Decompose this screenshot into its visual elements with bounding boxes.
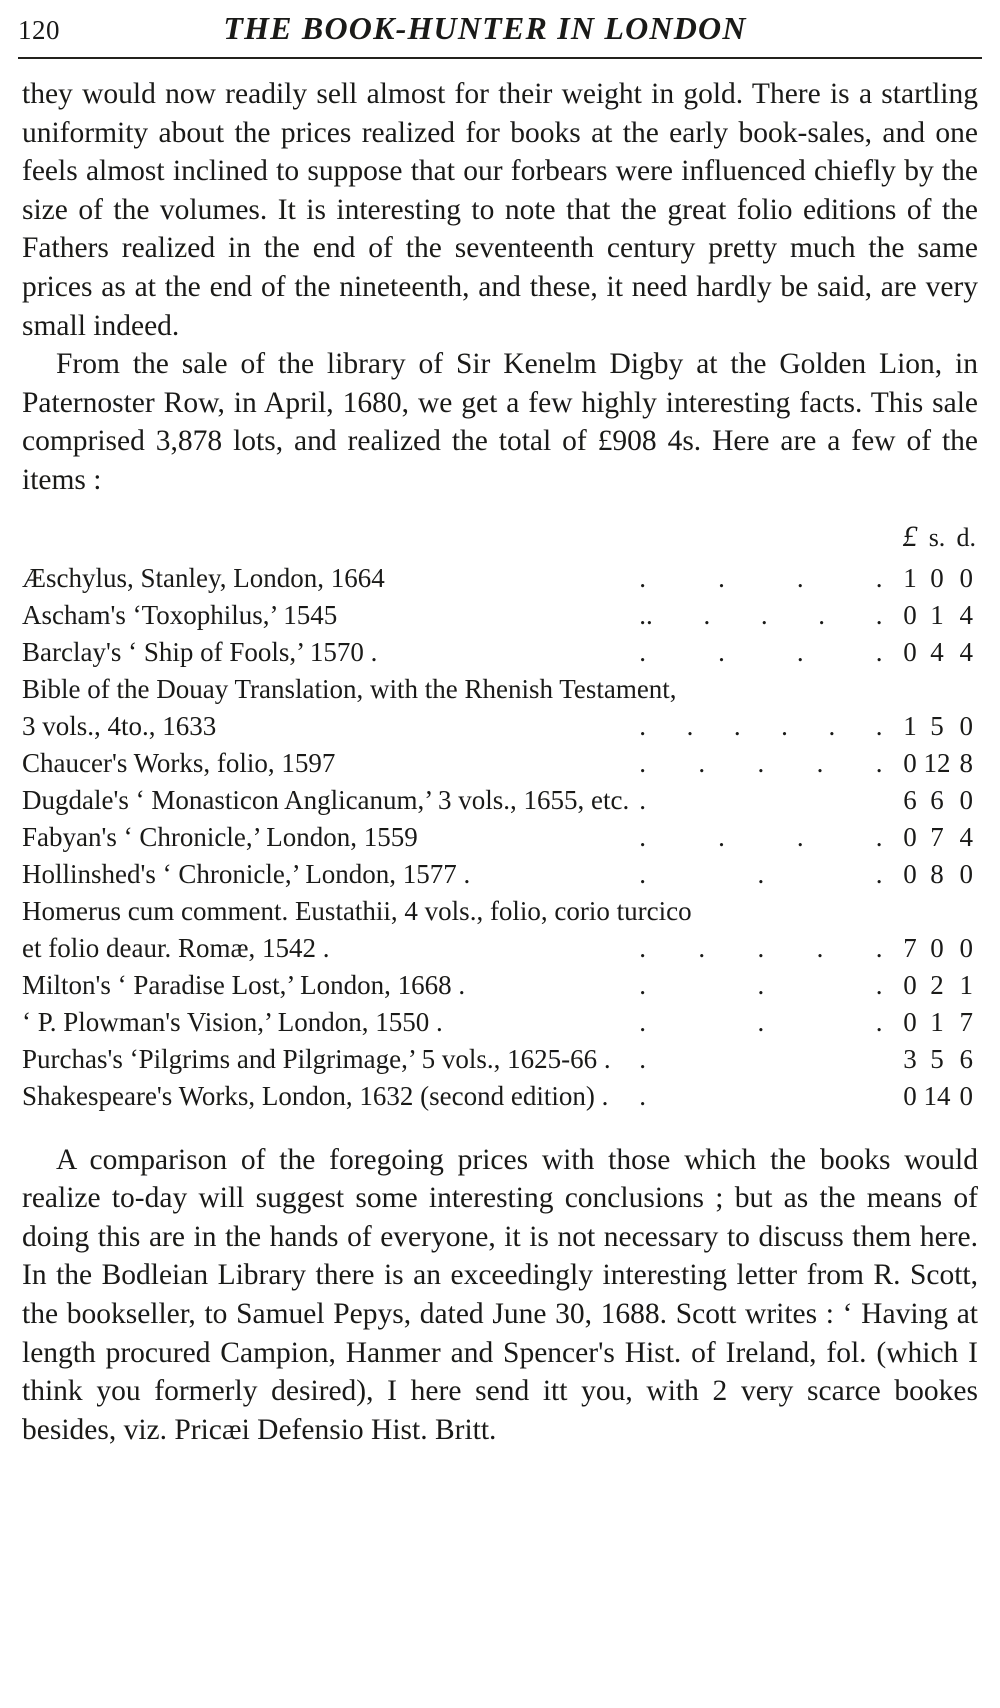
table-header-row — [22, 518, 978, 560]
entry-title: Dugdale's ‘ Monasticon Anglicanum,’ 3 vols., 1655, etc. — [22, 784, 630, 815]
page-body — [0, 59, 1000, 1449]
entry-shillings: 6 — [930, 784, 944, 815]
entry-title: Chaucer's Works, folio, 1597 — [22, 747, 336, 778]
entry-title: Ascham's ‘Toxophilus,’ 1545 — [22, 599, 338, 630]
entry-pounds: 3 — [903, 1043, 917, 1074]
leader-dots: . . . . . — [639, 932, 883, 963]
entry-shillings: 5 — [930, 710, 944, 741]
entry-title: Fabyan's ‘ Chronicle,’ London, 1559 — [22, 821, 418, 852]
leader-dots: . . . . . . — [639, 710, 883, 741]
entry-pounds: 0 — [903, 858, 917, 889]
entry-pence: 0 — [959, 784, 973, 815]
entry-title: Hollinshed's ‘ Chronicle,’ London, 1577 . — [22, 858, 471, 889]
table-row-continuation — [22, 930, 978, 967]
table-row — [22, 1004, 978, 1041]
entry-title: Milton's ‘ Paradise Lost,’ London, 1668 . — [22, 969, 466, 1000]
entry-shillings: 2 — [930, 969, 944, 1000]
leader-dots: . . . — [639, 969, 883, 1000]
table-row — [22, 1041, 978, 1078]
header-spacer — [22, 518, 629, 560]
entry-shillings: 0 — [930, 562, 944, 593]
header-leader — [629, 518, 896, 560]
entry-pence: 0 — [959, 858, 973, 889]
table-row — [22, 634, 978, 671]
paragraph-digby-sale: From the sale of the library of Sir Kenelm Digby at the Golden Lion, in Paternoster Row, in April, 1680, we get a few highly interesting facts. This sale comprised 3,878 lots, and realized the total of £908 4s. Here are a few of the items : — [22, 348, 978, 496]
column-header-pence: d. — [956, 522, 976, 552]
leader-dots: . . . . — [639, 821, 883, 852]
table-row — [22, 893, 978, 930]
table-row-continuation — [22, 708, 978, 745]
table-row — [22, 967, 978, 1004]
table-row — [22, 782, 978, 819]
price-list-table — [22, 518, 978, 1115]
entry-title: Homerus cum comment. Eustathii, 4 vols., folio, corio turcico — [22, 895, 692, 926]
paragraph-continued: they would now readily sell almost for their weight in gold. There is a startling uniformity about the prices realized for books at the early book-sales, and one feels almost inclined to suppose that our forbears were influenced chiefly by the size of the volumes. It is interesting to note that the great folio editions of the Fathers realized in the end of the seventeenth century pretty much the same prices as at the end of the nineteenth, and these, it need hardly be said, are very small indeed. — [22, 78, 978, 342]
table-row — [22, 560, 978, 597]
entry-pounds: 7 — [903, 932, 917, 963]
entry-pounds: 0 — [903, 1080, 917, 1111]
entry-pounds: 0 — [903, 821, 917, 852]
entry-pence: 8 — [959, 747, 973, 778]
table-row — [22, 671, 978, 708]
entry-pounds: 6 — [903, 784, 917, 815]
page-number: 120 — [18, 15, 60, 45]
leader-dots: . . . . . — [639, 747, 883, 778]
entry-title-continuation: et folio deaur. Romæ, 1542 . — [22, 932, 330, 963]
paragraph-closing: A comparison of the foregoing prices with those which the books would realize to-day will suggest some interesting conclusions ; but as the means of doing this are in the hands of everyone, it is not necessary to discuss them here. In the Bodleian Library there is an exceedingly interesting letter from R. Scott, the bookseller, to Samuel Pepys, dated June 30, 1688. Scott writes : ‘ Having at length procured Campion, Hanmer and Spencer's Hist. of Ireland, fol. (which I think you formerly desired), I here send itt you, with 2 very scarce bookes besides, viz. Pricæi Defensio Hist. Britt. — [22, 1143, 978, 1446]
entry-title: Æschylus, Stanley, London, 1664 — [22, 562, 385, 593]
entry-title-continuation: 3 vols., 4to., 1633 — [22, 710, 217, 741]
column-header-shillings: s. — [928, 522, 946, 552]
running-title: THE BOOK-HUNTER IN LONDON — [223, 10, 747, 46]
entry-pence: 4 — [959, 821, 973, 852]
leader-dots: .. . . . . — [639, 599, 883, 630]
entry-pence: 0 — [959, 932, 973, 963]
table-row — [22, 1078, 978, 1115]
table-row — [22, 745, 978, 782]
entry-pence: 4 — [959, 599, 973, 630]
entry-pounds: 1 — [903, 710, 917, 741]
leader-dots: . . . — [639, 1006, 883, 1037]
entry-shillings: 0 — [930, 932, 944, 963]
entry-pence: 0 — [959, 562, 973, 593]
entry-pence: 0 — [959, 710, 973, 741]
entry-shillings: 4 — [930, 636, 944, 667]
table-row — [22, 856, 978, 893]
entry-shillings: 1 — [930, 599, 944, 630]
entry-pence: 1 — [959, 969, 973, 1000]
entry-pounds: 0 — [903, 599, 917, 630]
entry-pence: 4 — [959, 636, 973, 667]
entry-title: Bible of the Douay Translation, with the Rhenish Testament, — [22, 673, 677, 704]
leader-dots: . . . . — [639, 562, 883, 593]
page-header — [0, 0, 1000, 47]
table-row — [22, 597, 978, 634]
entry-shillings: 14 — [923, 1080, 951, 1111]
entry-title: ‘ P. Plowman's Vision,’ London, 1550 . — [22, 1006, 443, 1037]
entry-pence: 6 — [959, 1043, 973, 1074]
entry-title: Shakespeare's Works, London, 1632 (second edition) . — [22, 1080, 609, 1111]
entry-pounds: 0 — [903, 1006, 917, 1037]
entry-shillings: 8 — [930, 858, 944, 889]
entry-pounds: 1 — [903, 562, 917, 593]
entry-pounds: 0 — [903, 747, 917, 778]
entry-shillings: 1 — [930, 1006, 944, 1037]
entry-pounds: 0 — [903, 969, 917, 1000]
entry-shillings: 12 — [923, 747, 951, 778]
leader-dots: . — [639, 784, 647, 815]
column-header-pounds: £ — [902, 519, 918, 553]
entry-pounds: 0 — [903, 636, 917, 667]
leader-dots: . — [639, 1043, 647, 1074]
entry-title: Purchas's ‘Pilgrims and Pilgrimage,’ 5 vols., 1625-66 . — [22, 1043, 611, 1074]
leader-dots: . . . . — [639, 636, 883, 667]
table-row — [22, 819, 978, 856]
list-spacer — [22, 1115, 978, 1141]
entry-shillings: 7 — [930, 821, 944, 852]
leader-dots: . . . — [639, 858, 883, 889]
entry-title: Barclay's ‘ Ship of Fools,’ 1570 . — [22, 636, 378, 667]
entry-pence: 0 — [959, 1080, 973, 1111]
entry-shillings: 5 — [930, 1043, 944, 1074]
leader-dots: . — [639, 1080, 647, 1111]
entry-pence: 7 — [959, 1006, 973, 1037]
